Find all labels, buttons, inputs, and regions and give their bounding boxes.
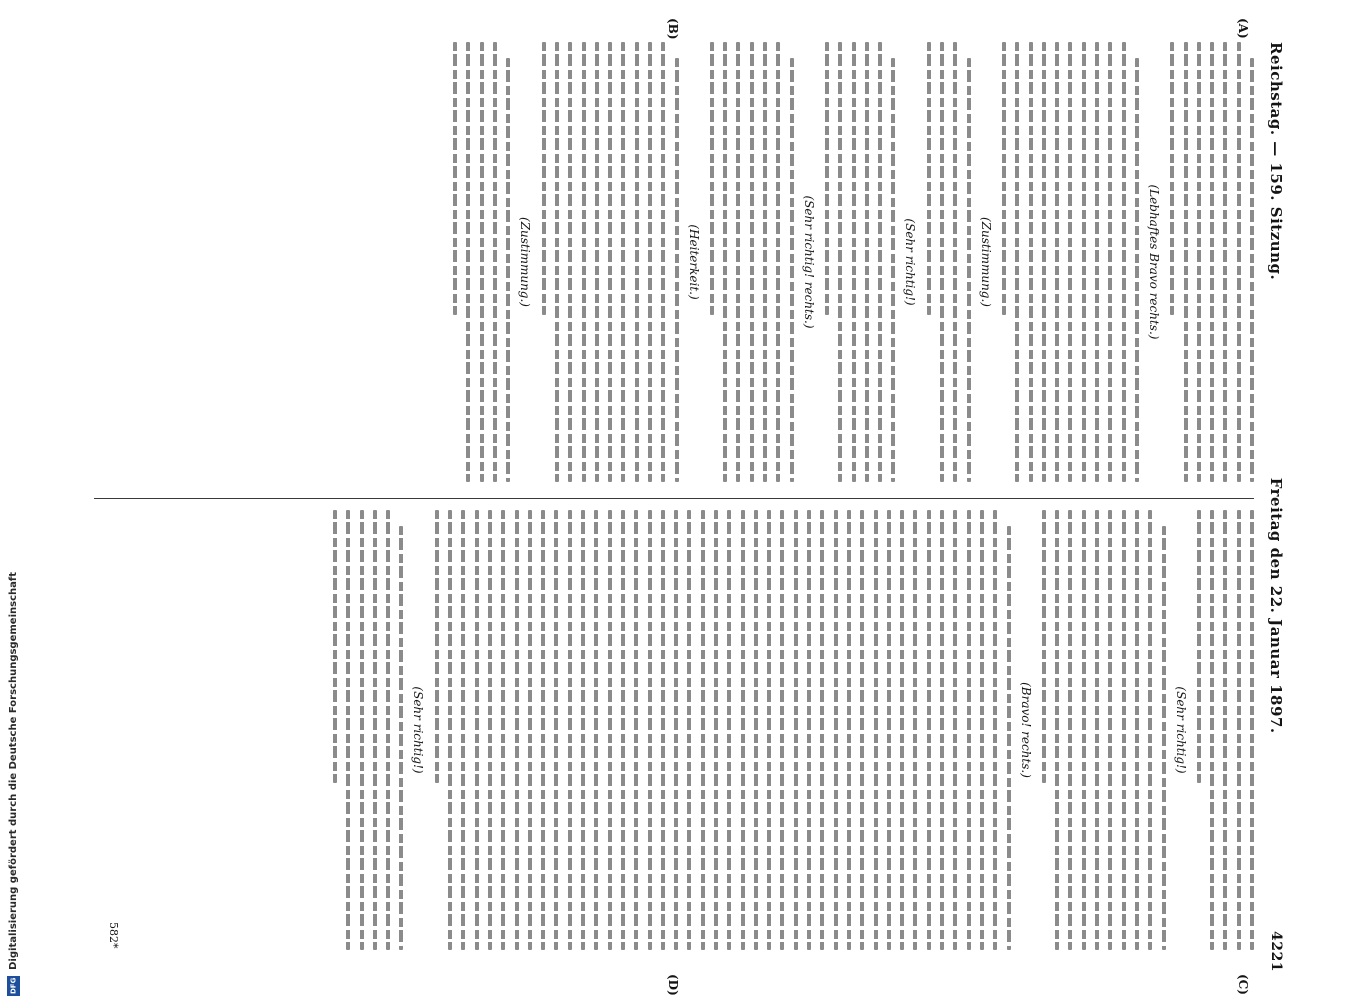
text-line (1223, 510, 1227, 950)
text-line (399, 526, 403, 950)
text-line (1184, 42, 1188, 482)
text-line (794, 510, 798, 950)
interjection: (Lebhaftes Bravo rechts.) (1146, 184, 1161, 340)
text-line (661, 510, 665, 950)
text-line (1108, 510, 1112, 950)
text-line (701, 510, 705, 950)
header-date: Freitag den 22. Januar 1897. (1267, 477, 1285, 734)
text-line (767, 510, 771, 950)
text-line (542, 42, 546, 315)
text-line (1148, 510, 1152, 950)
text-line (860, 510, 864, 950)
text-line (852, 42, 856, 482)
text-line (1210, 42, 1214, 482)
text-line (1029, 42, 1033, 482)
text-line (1135, 510, 1139, 950)
text-line (555, 42, 559, 482)
text-line (466, 42, 470, 482)
text-line (582, 42, 586, 482)
text-line (763, 42, 767, 482)
text-line (1055, 42, 1059, 482)
text-line (781, 510, 785, 950)
text-line (993, 510, 997, 950)
text-line (741, 510, 745, 950)
footer-mark: 582* (107, 922, 120, 949)
text-line (581, 510, 585, 950)
text-line (541, 510, 545, 950)
text-line (1237, 42, 1241, 482)
text-line (737, 42, 741, 482)
text-line (1002, 42, 1006, 315)
interjection: (Sehr richtig!) (1173, 686, 1188, 774)
text-line (1108, 42, 1112, 482)
text-line (1223, 42, 1227, 482)
text-line (635, 42, 639, 482)
document-page (80, 18, 1290, 996)
text-line (723, 42, 727, 482)
text-line (528, 510, 532, 950)
text-line (1095, 510, 1099, 950)
text-line (820, 510, 824, 950)
text-line (1210, 510, 1214, 950)
text-line (1197, 42, 1201, 482)
text-line (661, 42, 665, 482)
text-line (346, 510, 350, 950)
text-line (953, 42, 957, 482)
text-line (714, 510, 718, 950)
text-line (608, 510, 612, 950)
text-line (1122, 510, 1126, 950)
text-line (874, 510, 878, 950)
text-line (1082, 42, 1086, 482)
header-session: Reichstag. — 159. Sitzung. (1267, 42, 1285, 281)
text-line (1135, 58, 1139, 482)
text-line (1042, 510, 1046, 783)
text-line (967, 510, 971, 950)
text-line (1237, 510, 1241, 950)
text-column-right (94, 510, 1254, 950)
page-number: 4221 (1268, 931, 1284, 972)
text-line (776, 42, 780, 482)
text-line (648, 510, 652, 950)
text-line (838, 42, 842, 482)
text-line (493, 42, 497, 482)
text-line (1250, 58, 1254, 482)
interjection: (Sehr richtig!) (903, 218, 918, 306)
text-column-left (94, 42, 1254, 482)
text-line (1197, 510, 1201, 783)
text-line (825, 42, 829, 315)
text-line (506, 58, 510, 482)
text-line (360, 510, 364, 950)
text-line (634, 510, 638, 950)
text-line (453, 42, 457, 315)
page-header (1262, 42, 1290, 972)
text-line (461, 510, 465, 950)
text-line (980, 510, 984, 950)
text-line (608, 42, 612, 482)
text-line (488, 510, 492, 950)
text-line (891, 58, 895, 482)
text-line (594, 510, 598, 950)
interjection: (Bravo! rechts.) (1018, 682, 1033, 778)
text-line (675, 58, 679, 482)
text-line (878, 42, 882, 482)
text-line (710, 42, 714, 315)
text-line (940, 42, 944, 482)
text-line (1250, 510, 1254, 950)
text-line (953, 510, 957, 950)
text-line (554, 510, 558, 950)
text-line (754, 510, 758, 950)
text-line (501, 510, 505, 950)
text-line (621, 510, 625, 950)
text-line (480, 42, 484, 482)
interjection: (Sehr richtig!) (411, 686, 426, 774)
text-line (1170, 42, 1174, 315)
text-line (790, 58, 794, 482)
interjection: (Sehr richtig! rechts.) (801, 195, 816, 329)
side-credit-strip (6, 0, 20, 1000)
dfg-logo-icon: DFG (7, 976, 20, 996)
interjection: (Zustimmung.) (978, 217, 993, 307)
margin-letter-d: (D) (666, 974, 680, 996)
margin-letter-a: (A) (1236, 18, 1250, 39)
text-line (834, 510, 838, 950)
text-line (1015, 42, 1019, 482)
credit-text: Digitalisierung gefördert durch die Deutsche Forschungsgemeinschaft (7, 572, 19, 970)
interjection: (Zustimmung.) (518, 217, 533, 307)
text-line (568, 42, 572, 482)
text-line (333, 510, 337, 783)
margin-letter-c: (C) (1236, 974, 1250, 995)
text-line (727, 510, 731, 950)
text-line (847, 510, 851, 950)
text-line (687, 510, 691, 950)
text-line (475, 510, 479, 950)
text-line (373, 510, 377, 950)
text-line (1068, 42, 1072, 482)
text-line (750, 42, 754, 482)
text-line (913, 510, 917, 950)
text-line (1162, 526, 1166, 950)
text-line (807, 510, 811, 950)
text-line (568, 510, 572, 950)
margin-letter-b: (B) (666, 18, 680, 40)
text-line (865, 42, 869, 482)
text-line (595, 42, 599, 482)
text-line (1068, 510, 1072, 950)
text-line (1122, 42, 1126, 482)
text-line (1055, 510, 1059, 950)
text-line (515, 510, 519, 950)
text-line (448, 510, 452, 950)
text-line (648, 42, 652, 482)
text-line (927, 42, 931, 315)
text-line (967, 58, 971, 482)
text-line (940, 510, 944, 950)
text-line (674, 510, 678, 950)
text-line (1082, 510, 1086, 950)
text-line (887, 510, 891, 950)
text-line (386, 510, 390, 950)
text-line (900, 510, 904, 950)
column-divider (94, 498, 1254, 499)
text-line (927, 510, 931, 950)
text-line (1095, 42, 1099, 482)
text-line (1042, 42, 1046, 482)
text-line (435, 510, 439, 783)
text-line (1007, 526, 1011, 950)
text-line (621, 42, 625, 482)
interjection: (Heiterkeit.) (686, 224, 701, 300)
